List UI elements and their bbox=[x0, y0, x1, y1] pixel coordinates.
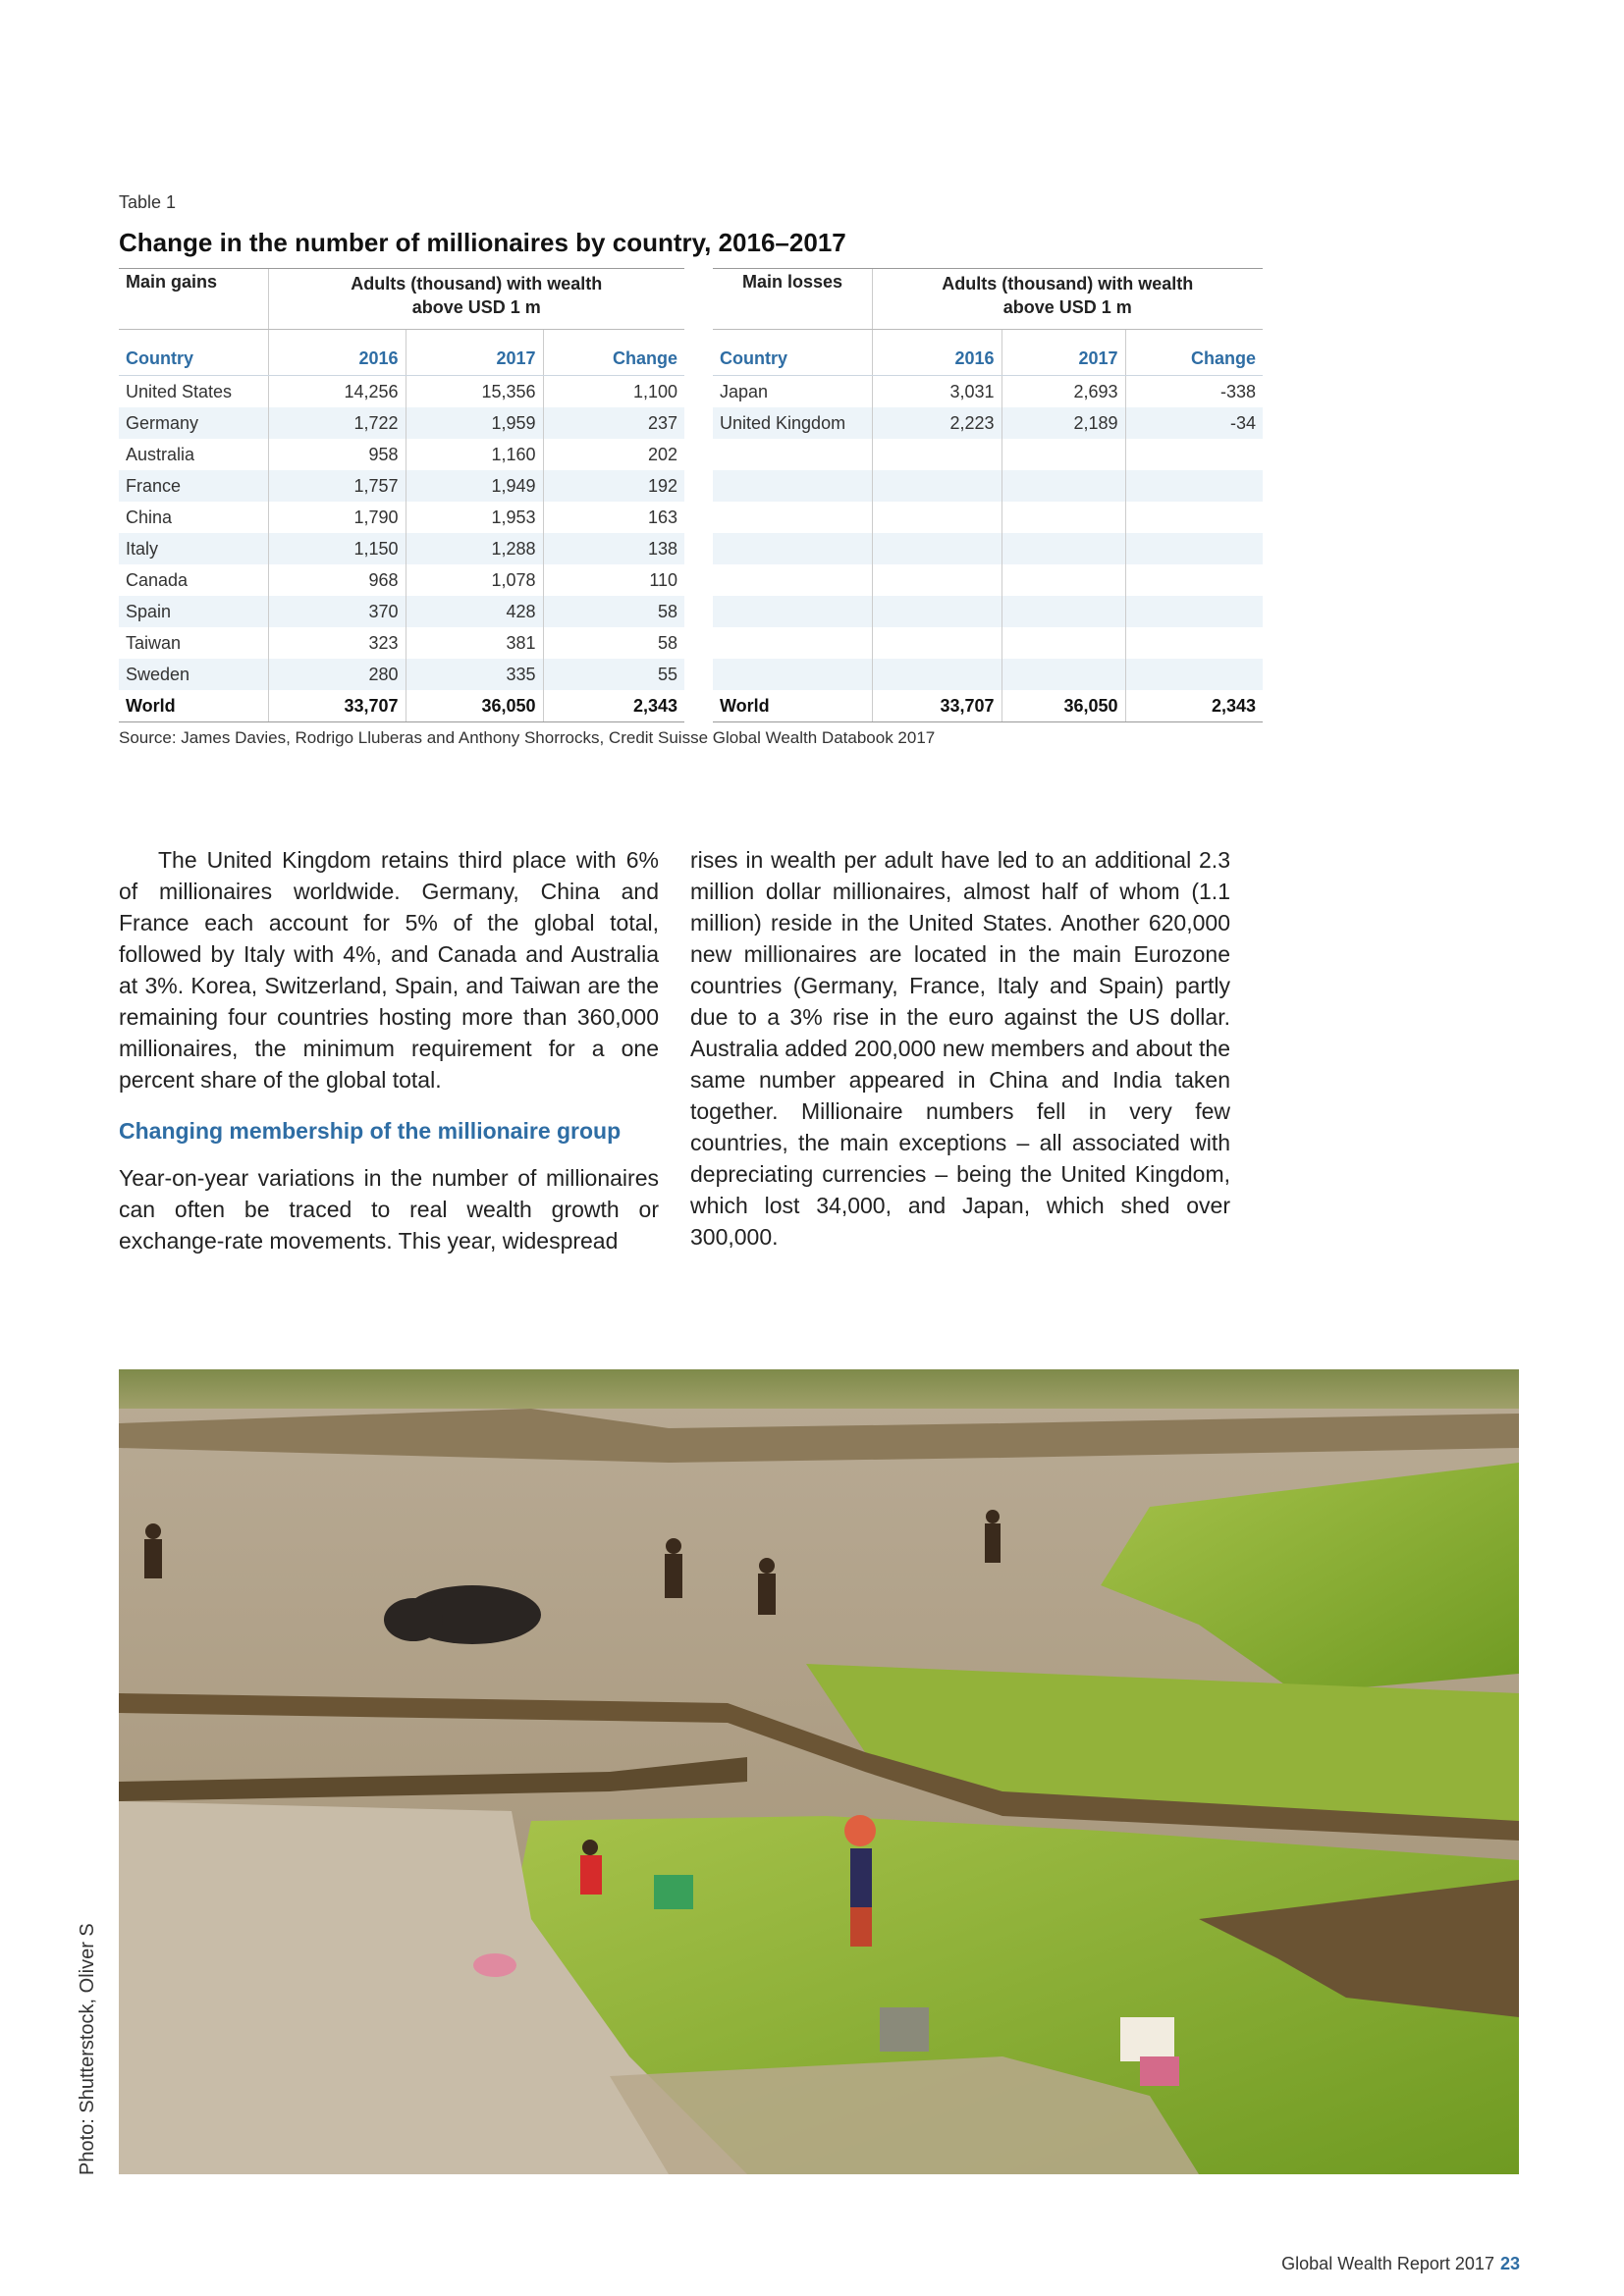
table-row-empty bbox=[713, 502, 1263, 533]
cell-change: 192 bbox=[543, 470, 684, 502]
cell-2017: 2,189 bbox=[1001, 407, 1125, 439]
cell-2017: 1,949 bbox=[406, 470, 543, 502]
col-2017: 2017 bbox=[1001, 330, 1125, 376]
cell-2017: 335 bbox=[406, 659, 543, 690]
cell-change: 58 bbox=[543, 627, 684, 659]
table-row bbox=[119, 439, 684, 470]
cell-change: 2,343 bbox=[1125, 690, 1263, 722]
group-header-line1: Adults (thousand) with wealth bbox=[351, 274, 603, 294]
table-row bbox=[119, 470, 684, 502]
world-row bbox=[119, 690, 684, 722]
cell-2016: 968 bbox=[268, 564, 406, 596]
cell-2016: 958 bbox=[268, 439, 406, 470]
cell-2016: 323 bbox=[268, 627, 406, 659]
cell-2017: 36,050 bbox=[406, 690, 543, 722]
page-footer bbox=[1281, 2254, 1520, 2274]
cell-2016: 1,722 bbox=[268, 407, 406, 439]
table-row bbox=[119, 564, 684, 596]
text-column-left bbox=[119, 844, 659, 1256]
table-row bbox=[119, 596, 684, 627]
cell-country: China bbox=[126, 507, 173, 527]
cell-2017: 2,693 bbox=[1001, 376, 1125, 408]
cell-2017: 1,288 bbox=[406, 533, 543, 564]
cell-2016: 1,757 bbox=[268, 470, 406, 502]
gains-table bbox=[119, 268, 684, 722]
cell-country: Australia bbox=[126, 444, 195, 464]
table-label: Table 1 bbox=[119, 192, 177, 212]
cell-change: -34 bbox=[1125, 407, 1263, 439]
cell-2016: 2,223 bbox=[872, 407, 1001, 439]
table-row bbox=[119, 407, 684, 439]
cell-country: Spain bbox=[119, 596, 268, 627]
table-row bbox=[119, 659, 684, 690]
table-source: Source: James Davies, Rodrigo Lluberas and Anthony Shorrocks, Credit Suisse Global Wealth Databook 2017 bbox=[119, 728, 936, 747]
cell-country: World bbox=[713, 690, 872, 722]
photo-credit: Photo: Shutterstock, Oliver S bbox=[77, 1923, 98, 2175]
losses-group-header bbox=[872, 269, 1263, 330]
table-row-empty bbox=[713, 439, 1263, 470]
table-row bbox=[119, 533, 684, 564]
col-country: Country bbox=[119, 330, 268, 376]
body-paragraph: Year-on-year variations in the number of millionaires can often be traced to real wealth growth or exchange-rate movements. This year, widespread bbox=[119, 1165, 659, 1254]
cell-2017: 36,050 bbox=[1001, 690, 1125, 722]
losses-header: Main losses bbox=[713, 269, 872, 330]
cell-country: Japan bbox=[720, 381, 769, 401]
table-row-empty bbox=[713, 533, 1263, 564]
cell-country: Italy bbox=[119, 533, 268, 564]
table-row-empty bbox=[713, 470, 1263, 502]
losses-table bbox=[713, 268, 1263, 722]
cell-2017: 381 bbox=[406, 627, 543, 659]
cell-2017: 428 bbox=[406, 596, 543, 627]
cell-change: 202 bbox=[543, 439, 684, 470]
cell-change: 58 bbox=[543, 596, 684, 627]
cell-country: World bbox=[119, 690, 268, 722]
cell-country: France bbox=[119, 470, 268, 502]
cell-change: 163 bbox=[543, 502, 684, 533]
gains-group-header bbox=[268, 269, 684, 330]
cell-country: United States bbox=[126, 381, 233, 401]
table-row bbox=[713, 407, 1263, 439]
table-row bbox=[119, 502, 684, 533]
col-2017: 2017 bbox=[406, 330, 543, 376]
group-header-line2: above USD 1 m bbox=[1002, 297, 1132, 317]
table-row-empty bbox=[713, 564, 1263, 596]
cell-2016: 33,707 bbox=[872, 690, 1001, 722]
cell-change: 2,343 bbox=[543, 690, 684, 722]
col-2016: 2016 bbox=[268, 330, 406, 376]
cell-2016: 3,031 bbox=[872, 376, 1001, 408]
cell-country: Sweden bbox=[119, 659, 268, 690]
cell-2016: 280 bbox=[268, 659, 406, 690]
world-row bbox=[713, 690, 1263, 722]
table-row bbox=[119, 376, 684, 408]
cell-country: Taiwan bbox=[126, 632, 182, 653]
cell-2016: 14,256 bbox=[268, 376, 406, 408]
cell-change: 1,100 bbox=[543, 376, 684, 408]
cell-country: Canada bbox=[126, 569, 189, 590]
cell-2017: 1,953 bbox=[406, 502, 543, 533]
cell-2017: 1,160 bbox=[406, 439, 543, 470]
cell-2017: 1,078 bbox=[406, 564, 543, 596]
rice-field-photo bbox=[119, 1369, 1519, 2174]
cell-change: 237 bbox=[543, 407, 684, 439]
report-name: Global Wealth Report 2017 bbox=[1281, 2254, 1494, 2273]
text-column-right bbox=[690, 844, 1230, 1253]
body-paragraph: rises in wealth per adult have led to an additional 2.3 million dollar millionaires, almost half of whom (1.1 million) reside in the United States. Another 620,000 new millionaires are located in the main Eurozone countries (Germany, France, Italy and Spain) partly due to a 3% rise in the euro against the US dollar. Australia added 200,000 new members and about the same number appeared in China and India taken together. Millionaire numbers fell in very few countries, the main exceptions – all associated with depreciating currencies – being the United Kingdom, which lost 34,000, and Japan, which shed over 300,000. bbox=[690, 847, 1230, 1250]
cell-change: -338 bbox=[1125, 376, 1263, 408]
cell-2016: 1,790 bbox=[268, 502, 406, 533]
gains-header: Main gains bbox=[119, 269, 268, 330]
cell-change: 138 bbox=[543, 533, 684, 564]
page-number: 23 bbox=[1499, 2254, 1520, 2273]
table-title: Change in the number of millionaires by country, 2016–2017 bbox=[119, 228, 846, 257]
table-row bbox=[713, 376, 1263, 408]
cell-2016: 370 bbox=[268, 596, 406, 627]
table-row bbox=[119, 627, 684, 659]
col-change: Change bbox=[1125, 330, 1263, 376]
col-country: Country bbox=[713, 330, 872, 376]
cell-country: United Kingdom bbox=[713, 407, 872, 439]
cell-change: 55 bbox=[543, 659, 684, 690]
cell-2017: 15,356 bbox=[406, 376, 543, 408]
cell-2016: 1,150 bbox=[268, 533, 406, 564]
col-2016: 2016 bbox=[872, 330, 1001, 376]
cell-2017: 1,959 bbox=[406, 407, 543, 439]
body-paragraph: The United Kingdom retains third place with 6% of millionaires worldwide. Germany, China and France each account for 5% of the global total, followed by Italy with 4%, and Canada and Australia at 3%. Korea, Switzerland, Spain, and Taiwan are the remaining four countries hosting more than 360,000 millionaires, the minimum requirement for a one percent share of the global total. bbox=[119, 847, 659, 1093]
section-subheading: Changing membership of the millionaire group bbox=[119, 1118, 622, 1144]
group-header-line2: above USD 1 m bbox=[411, 297, 541, 317]
cell-change: 110 bbox=[543, 564, 684, 596]
cell-country: Germany bbox=[119, 407, 268, 439]
cell-2016: 33,707 bbox=[268, 690, 406, 722]
col-change: Change bbox=[543, 330, 684, 376]
table-row-empty bbox=[713, 627, 1263, 659]
table-row-empty bbox=[713, 659, 1263, 690]
group-header-line1: Adults (thousand) with wealth bbox=[942, 274, 1194, 294]
table-row-empty bbox=[713, 596, 1263, 627]
